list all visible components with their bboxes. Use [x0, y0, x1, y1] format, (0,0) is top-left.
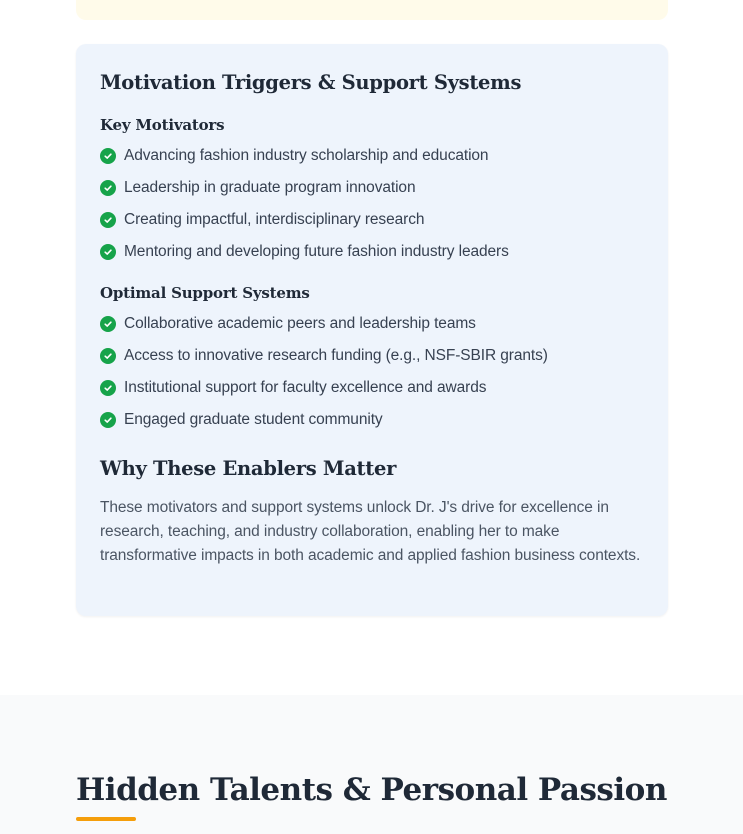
list-item	[100, 172, 509, 204]
check-circle-icon	[100, 244, 116, 260]
why-paragraph: These motivators and support systems unlock Dr. J's drive for excellence in research, teaching, and industry collaboration, enabling her to make transformative impacts in both academic and applied fashion business contexts.	[100, 499, 641, 564]
support-systems-list	[100, 308, 548, 436]
support-systems-heading: Optimal Support Systems	[100, 284, 310, 302]
list-item-text: Access to innovative research funding (e.g., NSF-SBIR grants)	[124, 347, 548, 364]
check-circle-icon	[100, 348, 116, 364]
check-circle-icon	[100, 412, 116, 428]
previous-card	[76, 0, 668, 20]
list-item	[100, 204, 509, 236]
list-item	[100, 340, 548, 372]
list-item	[100, 404, 548, 436]
section-title: Hidden Talents & Personal Passion	[76, 772, 667, 808]
check-circle-icon	[100, 380, 116, 396]
list-item-text: Institutional support for faculty excellence and awards	[124, 379, 487, 396]
key-motivators-list	[100, 140, 509, 268]
list-item-text: Collaborative academic peers and leadership teams	[124, 315, 476, 332]
list-item	[100, 372, 548, 404]
list-item	[100, 308, 548, 340]
list-item-text: Advancing fashion industry scholarship and education	[124, 147, 489, 164]
title-underline	[76, 817, 136, 821]
hidden-talents-section	[0, 695, 743, 834]
list-item-text: Creating impactful, interdisciplinary research	[124, 211, 425, 228]
list-item	[100, 140, 509, 172]
why-heading: Why These Enablers Matter	[100, 457, 397, 480]
list-item-text: Mentoring and developing future fashion industry leaders	[124, 243, 509, 260]
card-title: Motivation Triggers & Support Systems	[100, 71, 522, 94]
motivation-card	[76, 44, 668, 616]
list-item-text: Engaged graduate student community	[124, 411, 383, 428]
check-circle-icon	[100, 316, 116, 332]
key-motivators-heading: Key Motivators	[100, 116, 225, 134]
check-circle-icon	[100, 148, 116, 164]
list-item	[100, 236, 509, 268]
check-circle-icon	[100, 180, 116, 196]
list-item-text: Leadership in graduate program innovation	[124, 179, 416, 196]
check-circle-icon	[100, 212, 116, 228]
